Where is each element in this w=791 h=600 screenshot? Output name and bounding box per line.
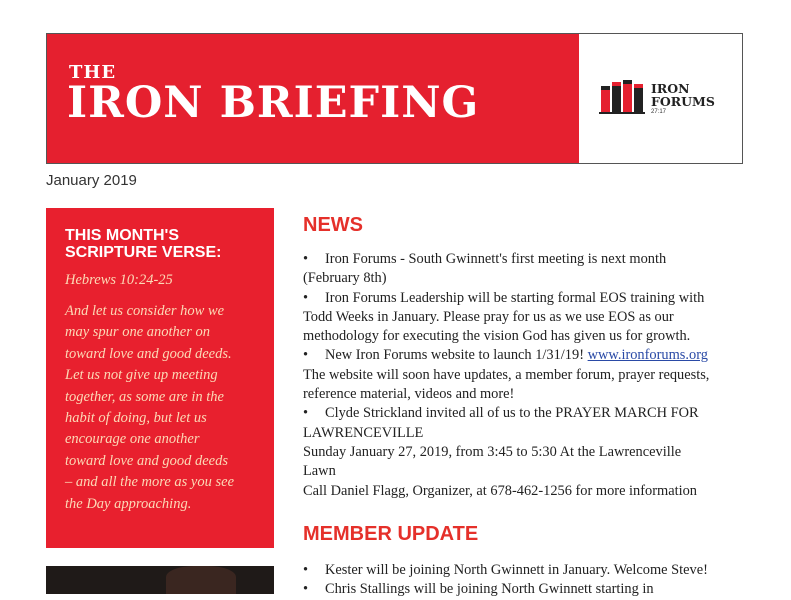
list-item: [303, 250, 753, 269]
news-text: (February 8th): [303, 270, 387, 287]
member-text: Kester will be joining North Gwinnett in January. Welcome Steve!: [325, 562, 708, 578]
photo-figure: [166, 566, 236, 594]
verse-line: toward love and good deeds: [65, 452, 228, 469]
sidebar-heading-line2: SCRIPTURE VERSE:: [65, 244, 222, 261]
verse-line: – and all the more as you see: [65, 474, 235, 491]
news-text: The website will soon have updates, a member forum, prayer requests,: [303, 366, 710, 383]
news-text: New Iron Forums website to launch 1/31/19!: [325, 347, 584, 364]
newsletter-banner: [46, 33, 743, 164]
logo-line2: FORUMS: [651, 94, 715, 109]
sidebar-heading-line1: THIS MONTH'S: [65, 227, 180, 244]
logo-line1: IRON: [651, 81, 690, 96]
logo-subtext: 27:17: [651, 109, 667, 115]
banner-the: THE: [69, 62, 117, 83]
list-item: [303, 580, 753, 599]
bullet: •: [303, 251, 309, 267]
news-text: Iron Forums - South Gwinnett's first meeting is next month: [325, 251, 667, 267]
bullet: •: [303, 289, 309, 306]
news-text: Iron Forums Leadership will be starting formal EOS training with: [325, 289, 705, 306]
news-text: methodology for executing the vision God has given us for growth.: [303, 328, 691, 345]
iron-forums-logo: [599, 78, 729, 118]
verse-line: habit of doing, but let us: [65, 410, 207, 427]
verse-line: encourage one another: [65, 431, 200, 448]
bullet: •: [303, 581, 309, 598]
iron-forums-logo-icon: [599, 78, 649, 118]
scripture-verse: [65, 301, 258, 515]
news-text: LAWRENCEVILLE: [303, 424, 424, 441]
news-text: Todd Weeks in January. Please pray for us as we use EOS as our: [303, 308, 674, 325]
scripture-sidebar: [46, 208, 274, 548]
list-item: [303, 561, 753, 580]
member-text: Chris Stallings will be joining North Gwinnett starting in: [325, 581, 654, 598]
verse-line: may spur one another on: [65, 324, 210, 341]
banner-title-panel: [47, 34, 579, 163]
member-update-heading: MEMBER UPDATE: [303, 523, 479, 545]
verse-line: toward love and good deeds.: [65, 345, 232, 362]
logo-wordmark: [651, 82, 715, 108]
sidebar-photo: [46, 566, 274, 594]
verse-line: together, as some are in the: [65, 388, 224, 405]
sidebar-heading: [65, 227, 258, 261]
news-list: [303, 250, 753, 501]
list-item: [303, 289, 753, 308]
list-item: [303, 404, 753, 423]
website-link[interactable]: www.ironforums.org: [587, 347, 708, 364]
bullet: •: [303, 562, 309, 578]
verse-line: Let us not give up meeting: [65, 367, 218, 384]
news-text: Sunday January 27, 2019, from 3:45 to 5:30 At the Lawrenceville: [303, 443, 682, 460]
news-text: reference material, videos and more!: [303, 386, 515, 403]
verse-line: the Day approaching.: [65, 495, 192, 512]
verse-line: And let us consider how we: [65, 303, 225, 319]
bullet: •: [303, 347, 309, 364]
news-text: Call Daniel Flagg, Organizer, at 678-462-1256 for more information: [303, 482, 697, 499]
news-text: Lawn: [303, 463, 336, 480]
scripture-reference: Hebrews 10:24-25: [65, 272, 173, 288]
news-text: Clyde Strickland invited all of us to the PRAYER MARCH FOR: [325, 405, 699, 422]
bullet: •: [303, 405, 309, 422]
issue-date: January 2019: [46, 172, 137, 189]
list-item: [303, 346, 753, 365]
newsletter-title: IRON BRIEFING: [67, 78, 480, 128]
news-heading: NEWS: [303, 214, 363, 236]
